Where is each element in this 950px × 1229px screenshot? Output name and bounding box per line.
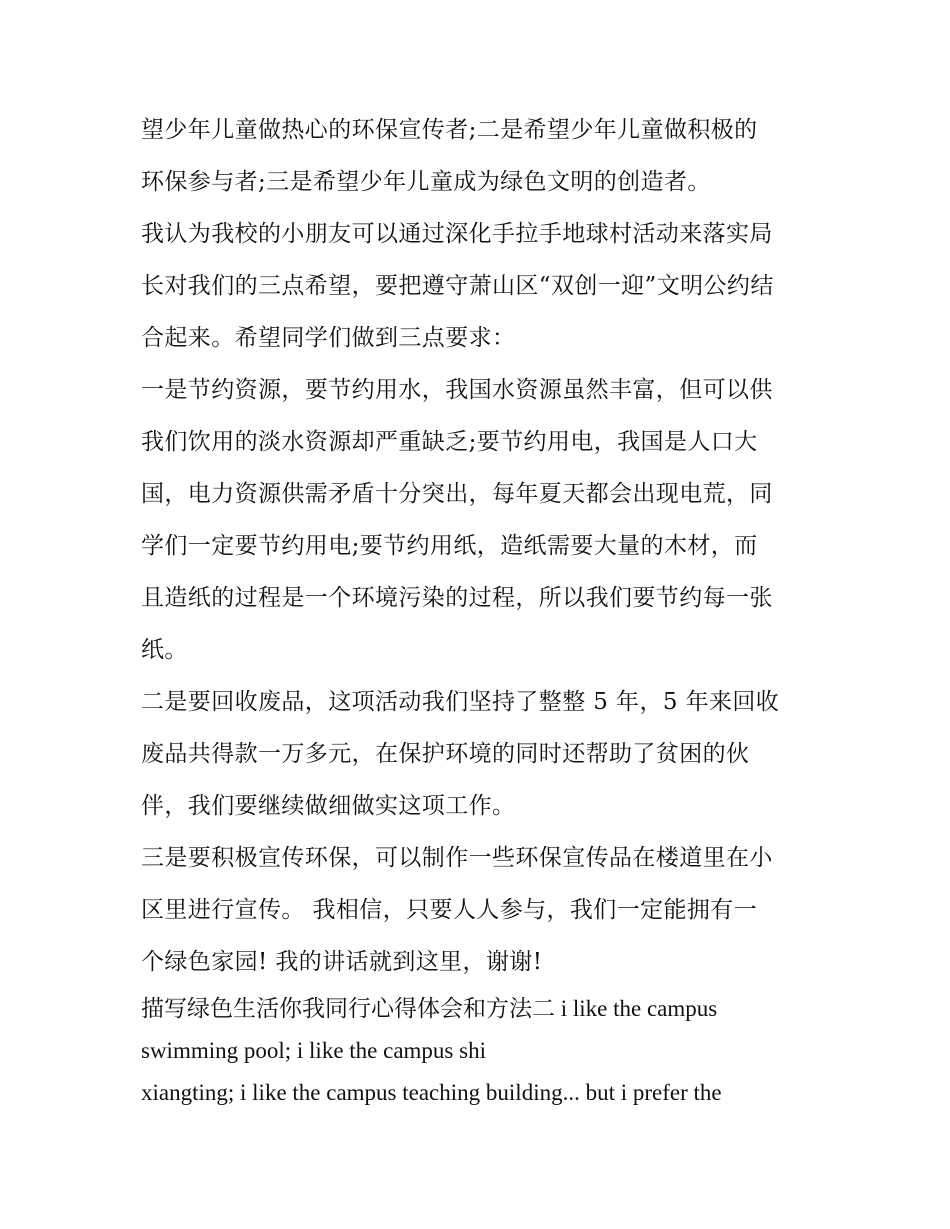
text-line: xiangting; i like the campus teaching building... but i prefer the [141, 1080, 722, 1105]
text-line: 且造纸的过程是一个环境污染的过程，所以我们要节约每一张 [141, 585, 773, 611]
text-line: 望少年儿童做热心的环保宣传者;二是希望少年儿童做积极的 [141, 117, 758, 143]
text-line: 学们一定要节约用电;要节约用纸，造纸需要大量的木材，而 [141, 533, 758, 559]
text-line: 个绿色家园! 我的讲话就到这里，谢谢! [141, 949, 543, 975]
text-line: 环保参与者;三是希望少年儿童成为绿色文明的创造者。 [141, 169, 711, 195]
text-line: 二是要回收废品，这项活动我们坚持了整整 5 年，5 年来回收 [141, 689, 780, 715]
body-text [141, 104, 821, 1114]
text-line: 描写绿色生活你我同行心得体会和方法二 i like the campus [141, 996, 718, 1021]
text-line: 伴，我们要继续做细做实这项工作。 [141, 793, 516, 819]
text-line: swimming pool; i like the campus shi [141, 1038, 486, 1063]
text-line: 三是要积极宣传环保，可以制作一些环保宣传品在楼道里在小 [141, 845, 773, 871]
text-line: 区里进行宣传。 我相信，只要人人参与，我们一定能拥有一 [141, 897, 758, 923]
text-line: 国，电力资源供需矛盾十分突出，每年夏天都会出现电荒，同 [141, 481, 773, 507]
text-line: 纸。 [141, 637, 188, 663]
text-line: 我们饮用的淡水资源却严重缺乏;要节约用电，我国是人口大 [141, 429, 758, 455]
text-line: 我认为我校的小朋友可以通过深化手拉手地球村活动来落实局 [141, 221, 773, 247]
text-line: 合起来。希望同学们做到三点要求： [141, 325, 516, 351]
text-line: 长对我们的三点希望，要把遵守萧山区“双创一迎”文明公约结 [141, 273, 774, 299]
text-line: 一是节约资源，要节约用水，我国水资源虽然丰富，但可以供 [141, 377, 773, 403]
text-line: 废品共得款一万多元，在保护环境的同时还帮助了贫困的伙 [141, 741, 750, 767]
